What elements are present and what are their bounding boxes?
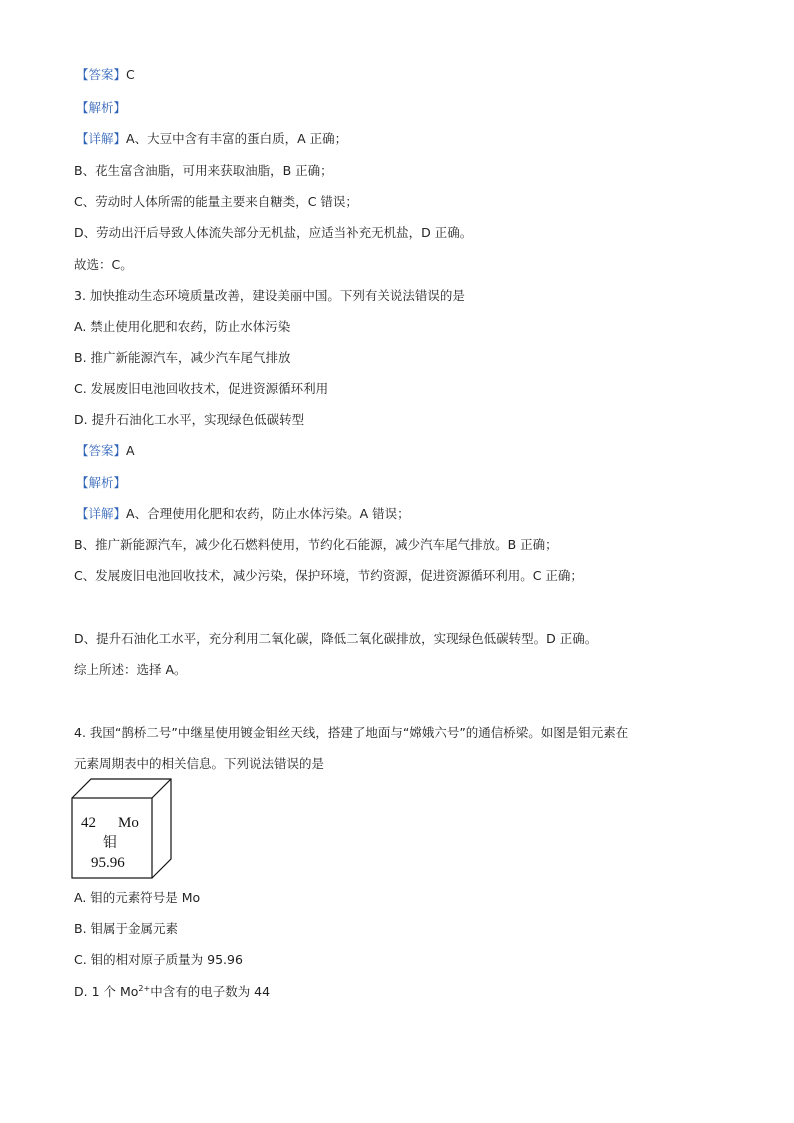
q3-conclusion: 综上所述：选择 A。 — [74, 662, 187, 677]
q2-detail-line-b: B、花生富含油脂，可用来获取油脂，B 正确； — [74, 163, 333, 178]
q3-analysis-heading — [76, 475, 126, 491]
answer-tag: 【答案】 — [76, 67, 127, 82]
q2-analysis-heading — [76, 100, 126, 116]
periodic-table-cell — [71, 778, 173, 880]
q4-option-c: C. 钼的相对原子质量为 95.96 — [74, 952, 243, 967]
q4-option-a: A. 钼的元素符号是 Mo — [74, 890, 201, 905]
q3-detail-line-a — [76, 506, 410, 522]
q3-option-a: A. 禁止使用化肥和农药，防止水体污染 — [74, 319, 291, 334]
option-d-prefix: D. 1 个 Mo — [74, 984, 139, 999]
q4-stem-line-2: 元素周期表中的相关信息。下列说法错误的是 — [74, 756, 325, 771]
q3-answer-line — [76, 443, 135, 459]
q4-stem-line-1: 4. 我国“鹊桥二号”中继星使用镀金钼丝天线，搭建了地面与“嫦娥六号”的通信桥梁。如图是钼元素在 — [74, 725, 629, 740]
atomic-mass: 95.96 — [91, 855, 125, 871]
element-name: 钼 — [103, 835, 117, 851]
q2-detail-line-a — [76, 131, 347, 147]
q3-detail-line-c: C、发展废旧电池回收技术，减少污染，保护环境，节约资源，促进资源循环利用。C 正确； — [74, 568, 583, 583]
q2-conclusion: 故选：C。 — [74, 257, 133, 272]
q3-option-b: B. 推广新能源汽车，减少汽车尾气排放 — [74, 350, 291, 365]
ion-charge: 2+ — [138, 983, 151, 993]
answer-value: A — [126, 443, 135, 458]
q3-option-d: D. 提升石油化工水平，实现绿色低碳转型 — [74, 412, 305, 427]
answer-tag: 【答案】 — [76, 443, 127, 458]
element-symbol: Mo — [118, 815, 139, 831]
detail-text: A、大豆中含有丰富的蛋白质，A 正确； — [126, 131, 348, 146]
q3-stem: 3. 加快推动生态环境质量改善，建设美丽中国。下列有关说法错误的是 — [74, 288, 465, 303]
atomic-number: 42 — [81, 815, 96, 831]
q4-option-b: B. 钼属于金属元素 — [74, 921, 179, 936]
detail-tag: 【详解】 — [76, 506, 127, 521]
q3-detail-line-b: B、推广新能源汽车，减少化石燃料使用，节约化石能源，减少汽车尾气排放。B 正确； — [74, 537, 558, 552]
q4-option-d — [74, 984, 270, 1000]
detail-tag: 【详解】 — [76, 131, 127, 146]
option-d-suffix: 中含有的电子数为 44 — [150, 984, 271, 999]
detail-text: A、合理使用化肥和农药，防止水体污染。A 错误； — [126, 506, 410, 521]
answer-value: C — [126, 67, 135, 82]
q2-detail-line-d: D、劳动出汗后导致人体流失部分无机盐，应适当补充无机盐，D 正确。 — [74, 225, 473, 240]
q2-detail-line-c: C、劳动时人体所需的能量主要来自糖类，C 错误； — [74, 194, 358, 209]
analysis-tag: 【解析】 — [76, 475, 127, 490]
q2-answer-line — [76, 67, 135, 83]
analysis-tag: 【解析】 — [76, 100, 127, 115]
q3-option-c: C. 发展废旧电池回收技术，促进资源循环利用 — [74, 381, 329, 396]
q3-detail-line-d: D、提升石油化工水平，充分利用二氧化碳，降低二氧化碳排放，实现绿色低碳转型。D 正确。 — [74, 631, 598, 646]
